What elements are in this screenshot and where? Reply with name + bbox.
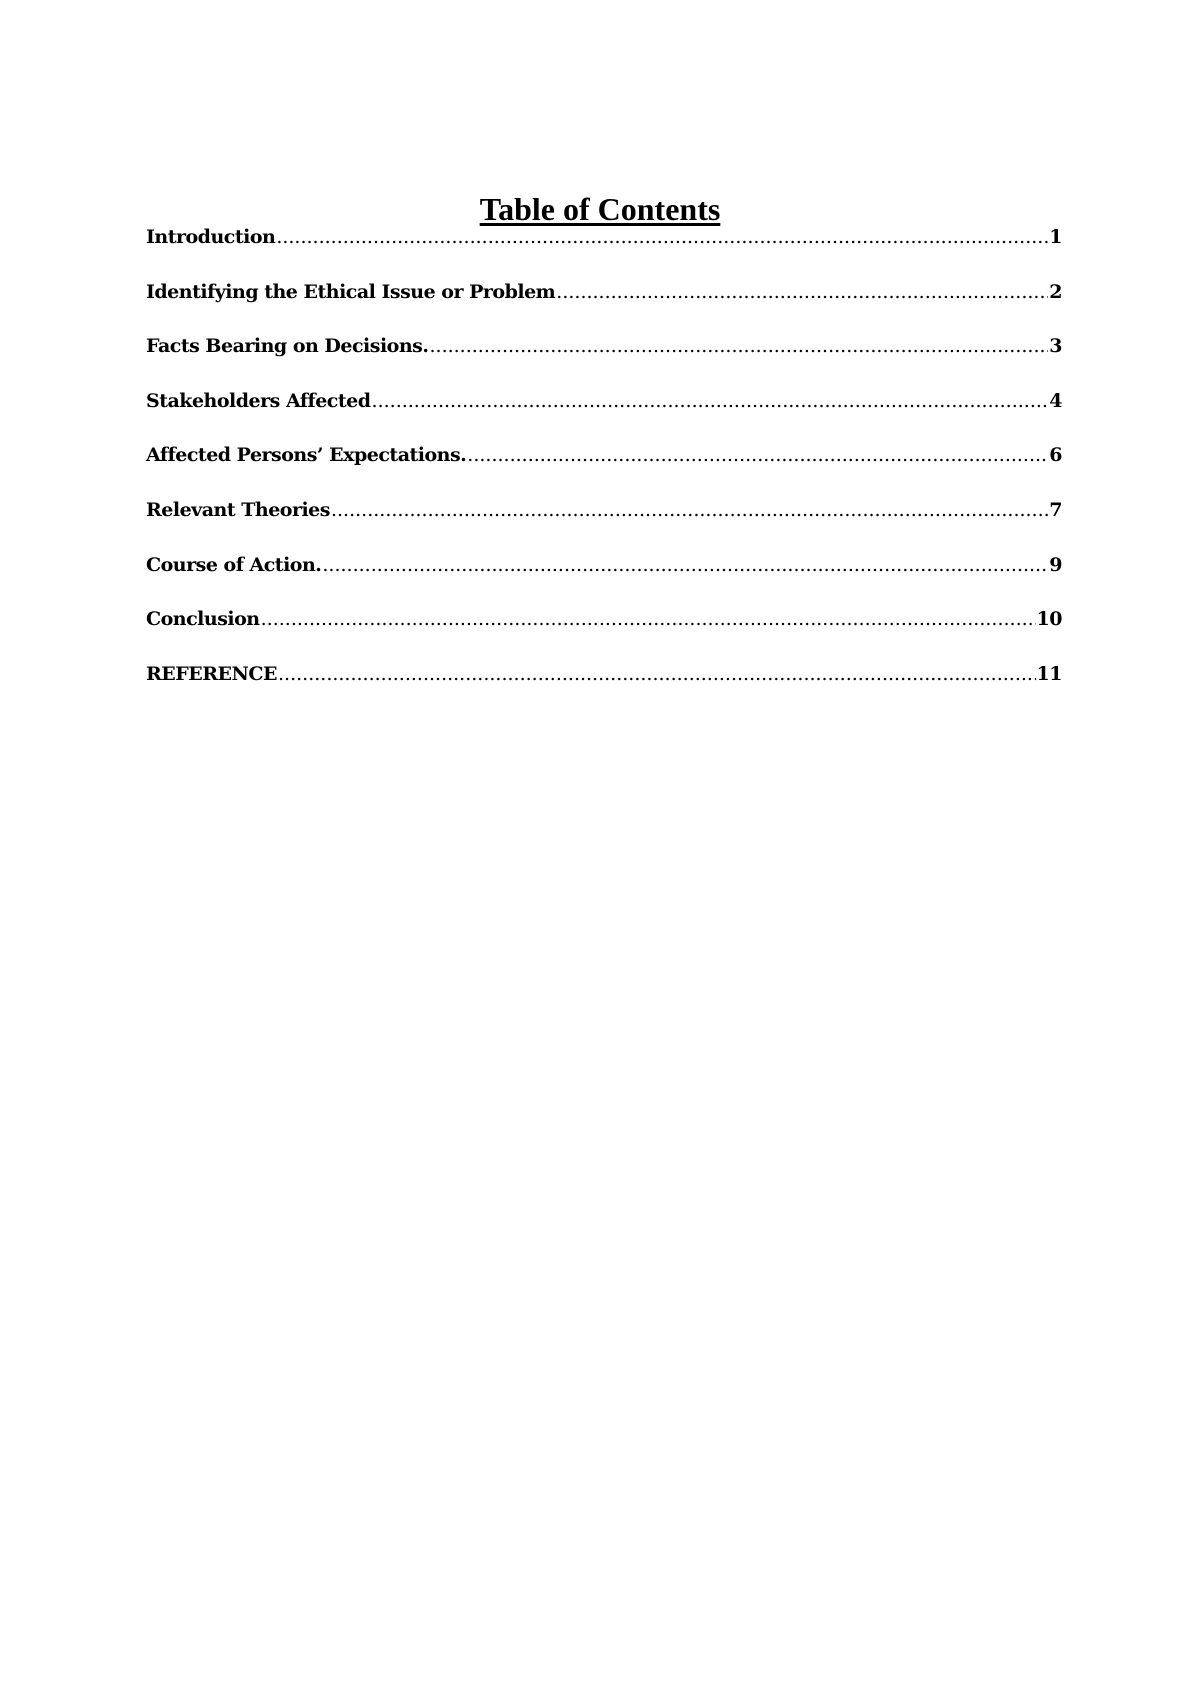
toc-entry[interactable]	[146, 662, 1062, 717]
dot-leader	[276, 225, 1048, 249]
toc-entry-label: REFERENCE	[146, 662, 277, 685]
dot-leader	[322, 553, 1048, 577]
toc-entry[interactable]	[146, 389, 1062, 444]
dot-leader	[261, 607, 1036, 631]
toc-entry-page-number: 7	[1049, 498, 1062, 521]
toc-entry-label: Facts Bearing on Decisions.	[146, 335, 429, 358]
dot-leader	[467, 443, 1048, 467]
toc-entry[interactable]	[146, 280, 1062, 335]
toc-title: Table of Contents	[479, 191, 721, 228]
toc-entry-page-number: 4	[1049, 389, 1062, 412]
toc-entry-page-number: 10	[1036, 608, 1062, 631]
toc-entry-label: Affected Persons’ Expectations.	[146, 444, 467, 467]
toc-entry-page-number: 11	[1036, 662, 1062, 685]
toc-list	[146, 225, 1062, 716]
dot-leader	[556, 280, 1048, 304]
toc-entry[interactable]	[146, 553, 1062, 608]
toc-entry[interactable]	[146, 334, 1062, 389]
toc-entry-label: Identifying the Ethical Issue or Problem	[146, 280, 556, 303]
toc-entry-label: Stakeholders Affected	[146, 389, 371, 412]
dot-leader	[278, 662, 1036, 686]
toc-entry-page-number: 3	[1049, 335, 1062, 358]
toc-entry[interactable]	[146, 443, 1062, 498]
toc-entry-page-number: 9	[1049, 553, 1062, 576]
toc-entry[interactable]	[146, 225, 1062, 280]
toc-entry-label: Relevant Theories	[146, 498, 330, 521]
dot-leader	[429, 334, 1048, 358]
toc-entry[interactable]	[146, 498, 1062, 553]
toc-entry-label: Introduction	[146, 226, 276, 248]
toc-entry-label: Conclusion	[146, 608, 260, 631]
dot-leader	[331, 498, 1048, 522]
toc-entry-label: Course of Action.	[146, 553, 322, 576]
toc-entry-page-number: 2	[1049, 280, 1062, 303]
toc-entry-page-number: 6	[1049, 444, 1062, 467]
dot-leader	[372, 389, 1049, 413]
toc-entry[interactable]	[146, 607, 1062, 662]
toc-entry-page-number: 1	[1049, 226, 1062, 248]
